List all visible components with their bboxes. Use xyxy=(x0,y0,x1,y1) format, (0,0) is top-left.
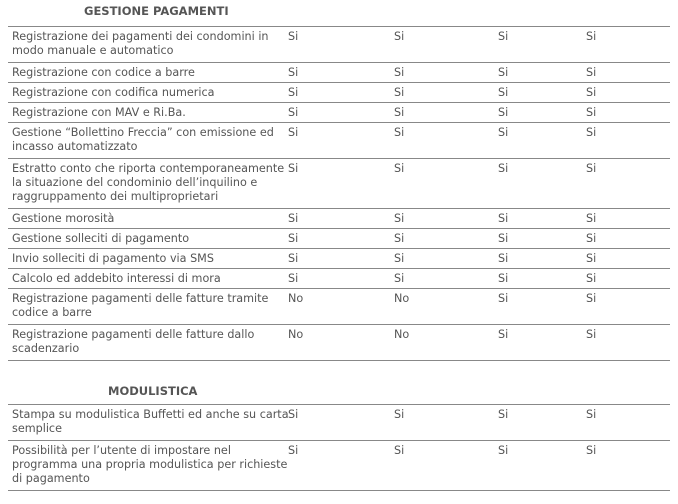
availability-value: Si xyxy=(394,86,405,99)
feature-text-line: Estratto conto che riporta contemporaneamente xyxy=(12,162,285,175)
feature-text-line: Registrazione dei pagamenti dei condomini in xyxy=(12,30,269,43)
table-row xyxy=(8,103,670,123)
availability-value: Si xyxy=(288,106,299,119)
feature-description xyxy=(12,126,284,154)
availability-value: Si xyxy=(288,66,299,79)
table-row xyxy=(8,123,670,159)
availability-value: No xyxy=(394,328,410,341)
availability-value: Si xyxy=(586,444,597,457)
feature-description xyxy=(12,212,284,226)
availability-value: Si xyxy=(498,232,509,245)
table-row xyxy=(8,405,670,441)
table-row xyxy=(8,229,670,249)
table-row xyxy=(8,249,670,269)
availability-value: Si xyxy=(498,272,509,285)
availability-value: Si xyxy=(288,86,299,99)
feature-text-line: di pagamento xyxy=(12,472,90,485)
feature-text-line: modo manuale e automatico xyxy=(12,44,174,57)
feature-description xyxy=(12,86,284,100)
feature-description xyxy=(12,232,284,246)
feature-text-line: Gestione solleciti di pagamento xyxy=(12,232,190,245)
availability-value: Si xyxy=(498,328,509,341)
availability-value: Si xyxy=(586,86,597,99)
availability-value: Si xyxy=(498,66,509,79)
availability-value: Si xyxy=(498,106,509,119)
availability-value: Si xyxy=(498,86,509,99)
feature-description xyxy=(12,66,284,80)
availability-value: Si xyxy=(288,272,299,285)
availability-value: Si xyxy=(586,162,597,175)
availability-value: Si xyxy=(586,106,597,119)
availability-value: Si xyxy=(288,408,299,421)
feature-description xyxy=(12,444,288,486)
availability-value: Si xyxy=(586,272,597,285)
availability-value: Si xyxy=(586,66,597,79)
availability-value: Si xyxy=(394,272,405,285)
availability-value: Si xyxy=(394,106,405,119)
availability-value: Si xyxy=(498,212,509,225)
availability-value: Si xyxy=(394,30,405,43)
availability-value: Si xyxy=(586,30,597,43)
feature-text-line: codice a barre xyxy=(12,306,92,319)
feature-description xyxy=(12,408,289,436)
availability-value: Si xyxy=(586,126,597,139)
availability-value: Si xyxy=(586,292,597,305)
section-title-gestione-pagamenti: GESTIONE PAGAMENTI xyxy=(84,4,229,18)
feature-text-line: Calcolo ed addebito interessi di mora xyxy=(12,272,221,285)
availability-value: Si xyxy=(288,30,299,43)
availability-value: Si xyxy=(288,126,299,139)
feature-text-line: Registrazione con codice a barre xyxy=(12,66,195,79)
availability-value: Si xyxy=(394,444,405,457)
feature-text-line: Possibilità per l’utente di impostare nel xyxy=(12,444,231,457)
availability-value: Si xyxy=(586,408,597,421)
availability-value: Si xyxy=(498,408,509,421)
feature-description xyxy=(12,292,284,320)
feature-text-line: Gestione morosità xyxy=(12,212,115,225)
feature-text-line: Stampa su modulistica Buffetti ed anche su carta xyxy=(12,408,289,421)
availability-value: Si xyxy=(288,252,299,265)
availability-value: No xyxy=(288,328,304,341)
feature-text-line: scadenzario xyxy=(12,342,80,355)
feature-text-line: Registrazione pagamenti delle fatture tramite xyxy=(12,292,269,305)
feature-text-line: Registrazione con MAV e Ri.Ba. xyxy=(12,106,186,119)
table-row xyxy=(8,27,670,63)
feature-description xyxy=(12,106,284,120)
feature-text-line: Gestione “Bollettino Freccia” con emissione ed xyxy=(12,126,274,139)
availability-value: Si xyxy=(394,212,405,225)
feature-text-line: Invio solleciti di pagamento via SMS xyxy=(12,252,214,265)
availability-value: Si xyxy=(394,66,405,79)
availability-value: Si xyxy=(586,232,597,245)
feature-text-line: la situazione del condominio dell’inquilino e xyxy=(12,176,258,189)
availability-value: Si xyxy=(498,162,509,175)
availability-value: Si xyxy=(394,232,405,245)
section-title-modulistica: MODULISTICA xyxy=(108,384,198,398)
table-row xyxy=(8,83,670,103)
table-row xyxy=(8,63,670,83)
availability-value: Si xyxy=(394,408,405,421)
table-row xyxy=(8,325,670,361)
feature-description xyxy=(12,328,284,356)
feature-description xyxy=(12,252,284,266)
table-row xyxy=(8,209,670,229)
availability-value: Si xyxy=(498,126,509,139)
feature-text-line: Registrazione pagamenti delle fatture dallo xyxy=(12,328,255,341)
availability-value: Si xyxy=(586,328,597,341)
availability-value: Si xyxy=(586,252,597,265)
feature-text-line: Registrazione con codifica numerica xyxy=(12,86,215,99)
table-row xyxy=(8,289,670,325)
feature-table-gestione-pagamenti xyxy=(8,26,670,361)
table-row xyxy=(8,159,670,209)
feature-description xyxy=(12,30,284,58)
table-row xyxy=(8,441,670,491)
availability-value: No xyxy=(394,292,410,305)
availability-value: Si xyxy=(498,292,509,305)
availability-value: Si xyxy=(394,126,405,139)
availability-value: Si xyxy=(394,162,405,175)
availability-value: Si xyxy=(288,212,299,225)
feature-table-modulistica xyxy=(8,404,670,491)
availability-value: Si xyxy=(288,232,299,245)
table-row xyxy=(8,269,670,289)
availability-value: Si xyxy=(288,444,299,457)
feature-text-line: semplice xyxy=(12,422,62,435)
availability-value: Si xyxy=(394,252,405,265)
availability-value: Si xyxy=(498,30,509,43)
availability-value: Si xyxy=(498,444,509,457)
availability-value: Si xyxy=(586,212,597,225)
availability-value: Si xyxy=(498,252,509,265)
availability-value: Si xyxy=(288,162,299,175)
feature-text-line: raggruppamento dei multiproprietari xyxy=(12,190,219,203)
feature-text-line: programma una propria modulistica per richieste xyxy=(12,458,288,471)
feature-description xyxy=(12,272,284,286)
feature-description xyxy=(12,162,284,204)
feature-text-line: incasso automatizzato xyxy=(12,140,138,153)
availability-value: No xyxy=(288,292,304,305)
